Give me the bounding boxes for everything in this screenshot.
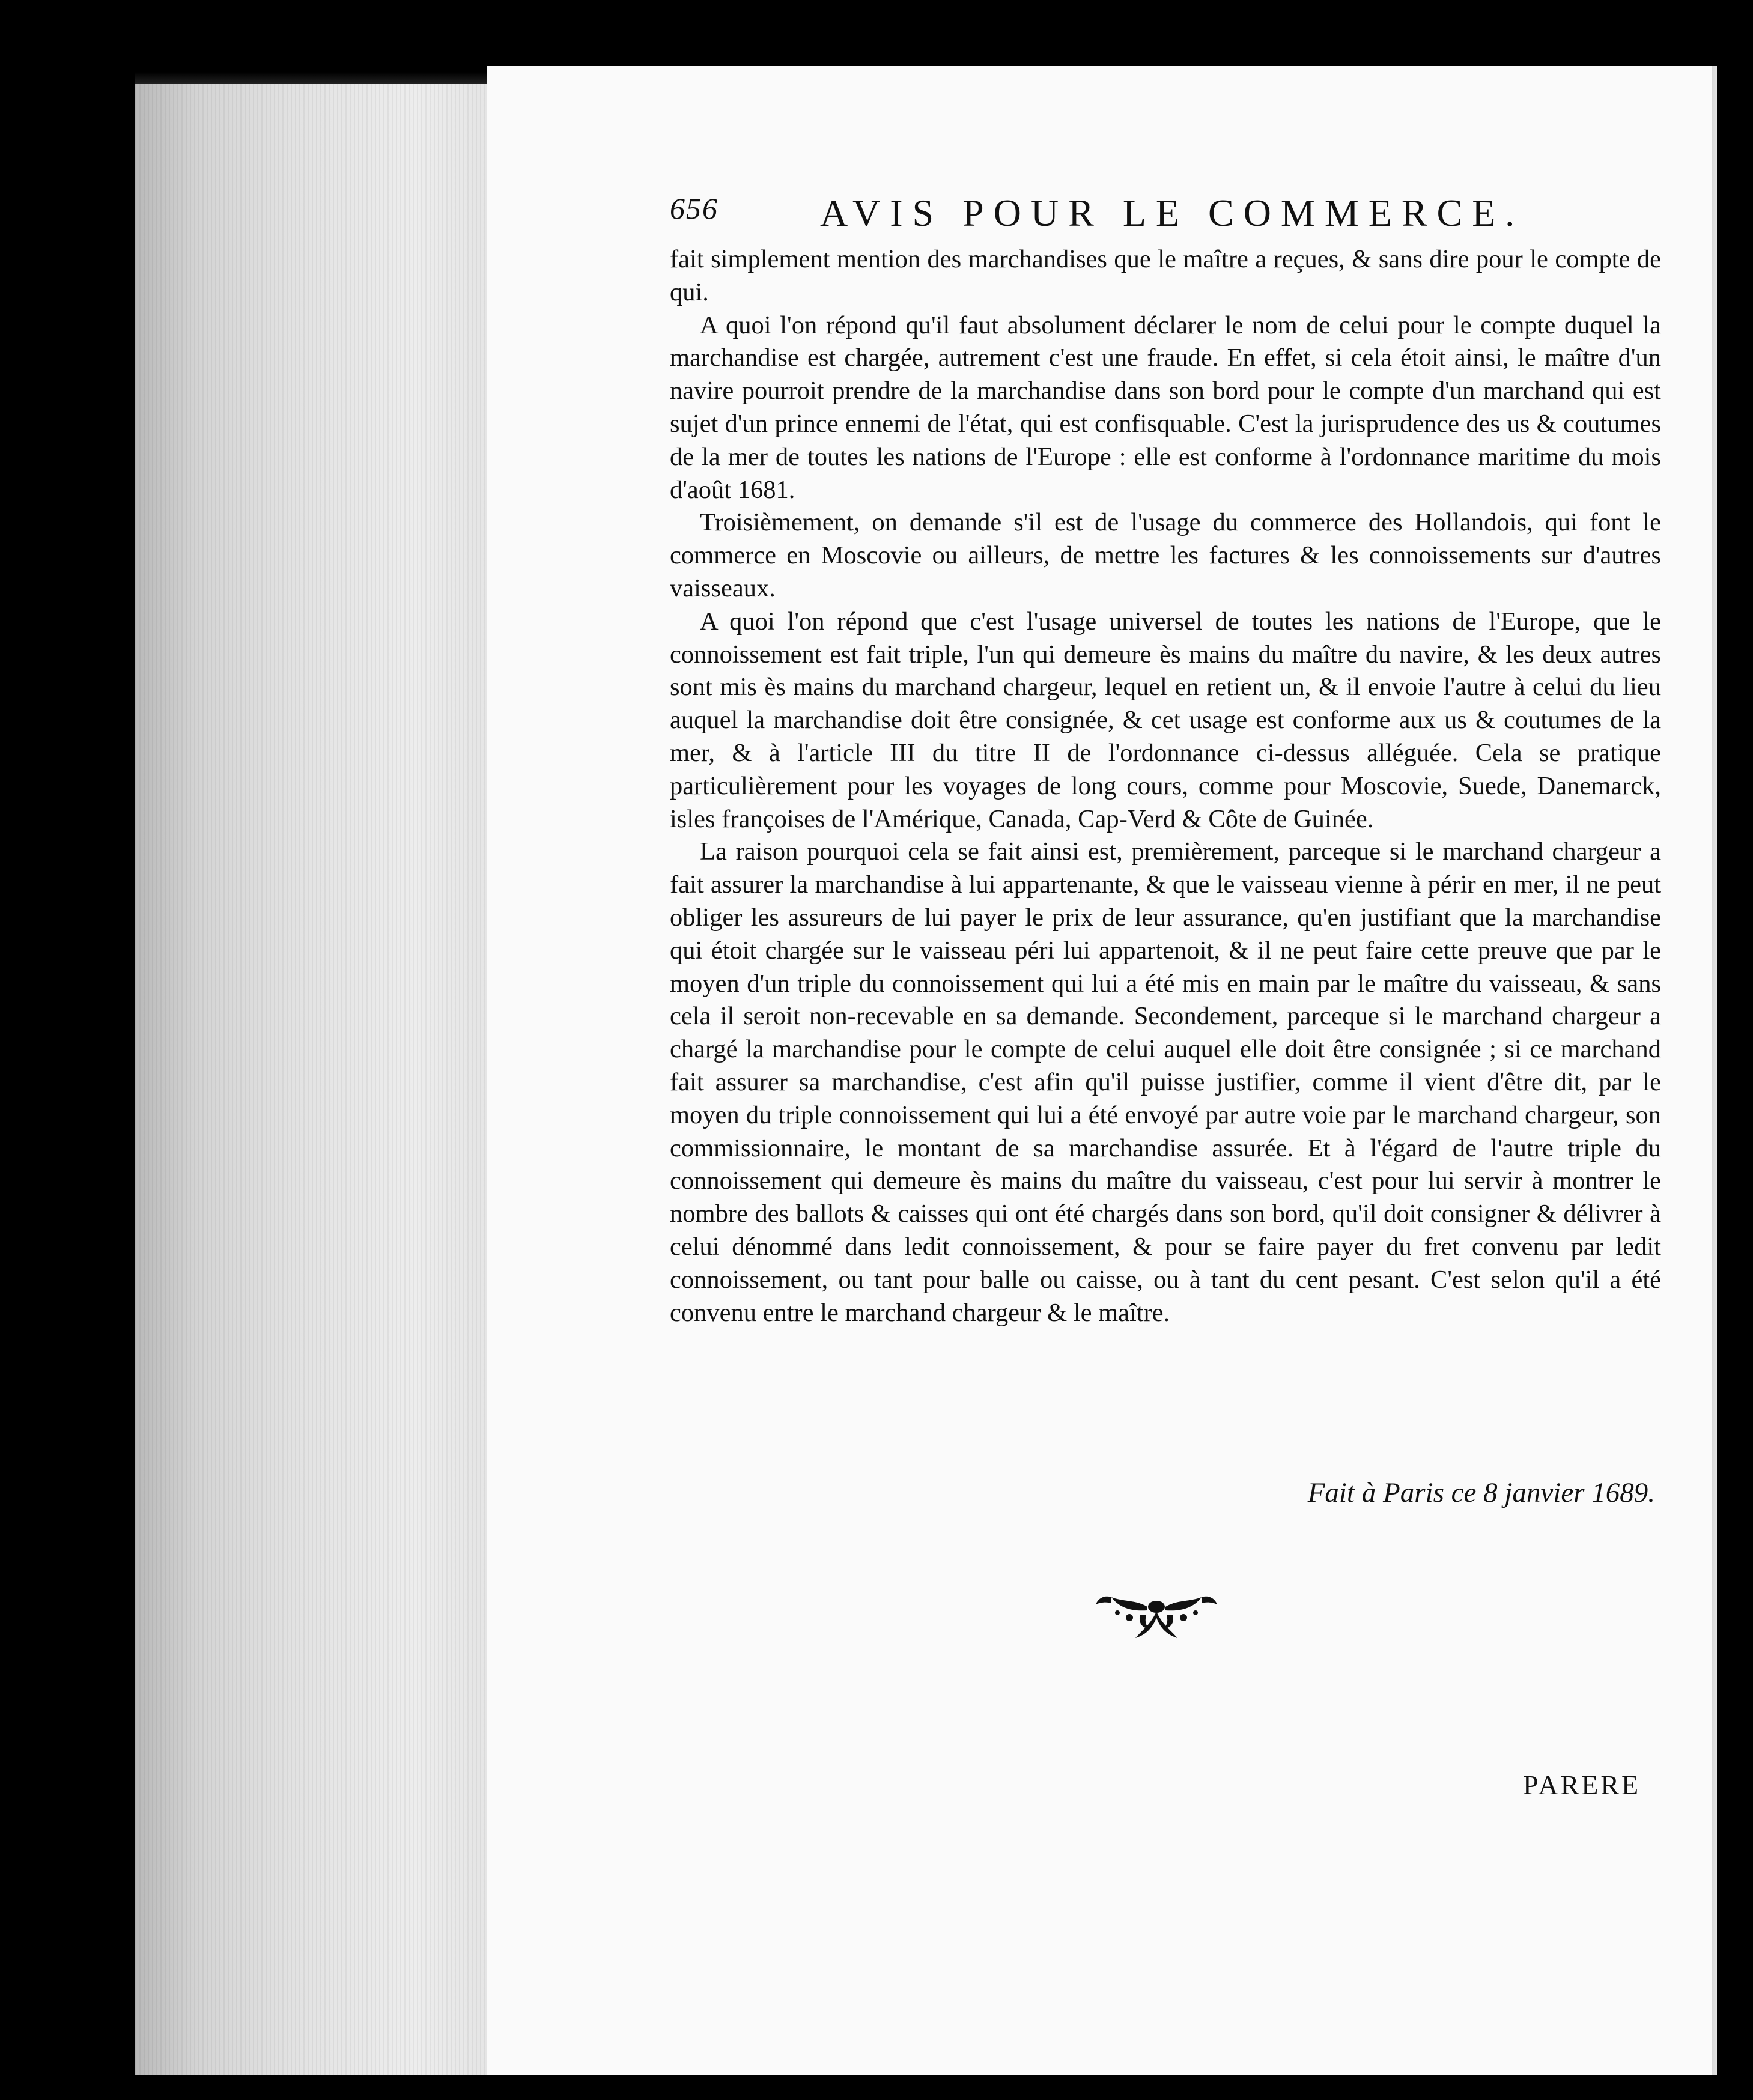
body-text: [670, 243, 1661, 1329]
dateline-signature: Fait à Paris ce 8 janvier 1689.: [1307, 1477, 1655, 1508]
running-head-title: AVIS POUR LE COMMERCE.: [820, 192, 1525, 234]
scan-frame-right: [1717, 0, 1753, 2100]
paragraph: Troisièmement, on demande s'il est de l'usage du commerce des Hollandois, qui font le commerce en Moscovie ou ailleurs, de mettre les factures & les connoissements sur d'autres vaisseaux.: [670, 508, 1661, 602]
page-edges-strip: [135, 84, 487, 2075]
scan-frame-top: [0, 0, 1753, 57]
paragraph-continuation: fait simplement mention des marchandises que le maître a reçues, & sans dire pour le compte de qui.: [670, 245, 1661, 306]
running-head: [670, 191, 1661, 239]
paragraph: A quoi l'on répond que c'est l'usage universel de toutes les nations de l'Europe, que le connoissement est fait triple, l'un qui demeure ès mains du maître du navire, & les deux autres sont mis ès mains du marchand chargeur, lequel en retient un, & il envoie l'autre à celui du lieu auquel la marchandise doit être consignée, & cet usage est conforme aux us & coutumes de la mer, & à l'article III du titre II de l'ordonnance ci-dessus alléguée. Cela se pratique particulièrement pour les voyages de long cours, comme pour Moscovie, Suede, Danemarck, isles françoises de l'Amérique, Canada, Cap-Verd & Côte de Guinée.: [670, 607, 1661, 833]
floral-ornament-icon: [1093, 1589, 1220, 1643]
paragraph: La raison pourquoi cela se fait ainsi est, premièrement, parceque si le marchand chargeur a fait assurer la marchandise à lui appartenante, & que le vaisseau vienne à périr en mer, il ne peut obliger les assureurs de lui payer le prix de leur assurance, qu'en justifiant que la marchandise qui étoit chargée sur le vaisseau péri lui appartenoit, & il ne peut faire cette preuve que par le moyen d'un triple du connoissement qui lui a été mis en main par le maître du vaisseau, & sans cela il seroit non-recevable en sa demande. Secondement, parceque si le marchand chargeur a chargé la marchandise pour le compte de celui auquel elle doit être consignée ; si ce marchand fait assurer sa marchandise, c'est afin qu'il puisse justifier, comme il vient d'être dit, par le moyen du triple connoissement qui lui a été envoyé par autre voie par le marchand chargeur, son commissionnaire, le montant de sa marchandise assurée. Et à l'égard de l'autre triple du connoissement qui demeure ès mains du maître du vaisseau, c'est pour lui servir à montrer le nombre des ballots & caisses qui ont été chargés dans son bord, qu'il doit consigner & délivrer à celui dénommé dans ledit connoissement, & pour se faire payer du fret convenu par ledit connoissement, ou tant pour balle ou caisse, ou à tant du cent pesant. C'est selon qu'il a été convenu entre le marchand chargeur & le maître.: [670, 837, 1661, 1327]
page-number: 656: [670, 192, 719, 225]
catchword: PARERE: [1523, 1770, 1641, 1800]
paragraph: A quoi l'on répond qu'il faut absolument déclarer le nom de celui pour le compte duquel la marchandise est chargée, autrement c'est une fraude. En effet, si cela étoit ainsi, le maître d'un navire pourroit prendre de la marchandise dans son bord pour le compte d'un marchand qui est sujet d'un prince ennemi de l'état, qui est confisquable. C'est la jurisprudence des us & coutumes de la mer de toutes les nations de l'Europe : elle est conforme à l'ordonnance maritime du mois d'août 1681.: [670, 311, 1661, 504]
